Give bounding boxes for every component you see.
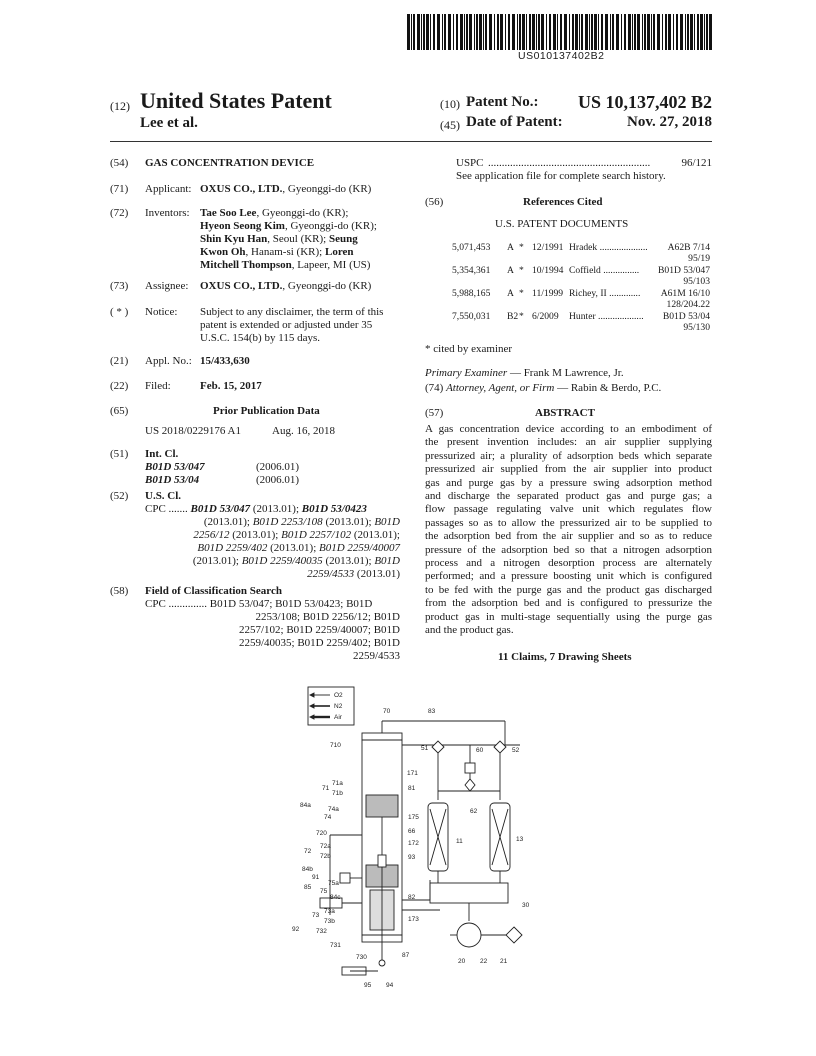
barcode-bar [489, 14, 492, 50]
barcode-bar [647, 14, 650, 50]
reference-numeral: 172 [408, 840, 419, 847]
barcode-bar [676, 14, 678, 50]
reference-numeral: 73 [312, 912, 320, 919]
notice-code: ( * ) [110, 306, 129, 318]
barcode-bar [598, 14, 599, 50]
applicant: OXUS CO., LTD., Gyeonggi-do (KR) [200, 183, 372, 195]
reference-numeral: 11 [456, 838, 463, 845]
barcode-bar [553, 14, 556, 50]
barcode-bar [532, 14, 535, 50]
header-rule [110, 141, 712, 142]
reference-numeral: 92 [292, 926, 300, 933]
prior-publication-number: US 2018/0229176 A1 [145, 425, 241, 437]
reference-numeral: 62 [470, 808, 478, 815]
barcode-bar [668, 14, 671, 50]
reference-numeral: 13 [516, 836, 524, 843]
title-of-invention: GAS CONCENTRATION DEVICE [145, 157, 315, 169]
reference-numeral: 73b [324, 918, 335, 925]
barcode-bar [575, 14, 578, 50]
barcode-bar [680, 14, 683, 50]
reference-numeral: 60 [476, 747, 484, 754]
field-73-code: (73) [110, 280, 129, 292]
barcode-bar [612, 14, 614, 50]
legend-label: O2 [334, 692, 343, 699]
reference-numeral: 22 [480, 958, 488, 965]
barcode-bar [634, 14, 636, 50]
barcode-bar [522, 14, 525, 50]
barcode-bar [616, 14, 619, 50]
barcode-bar [704, 14, 705, 50]
barcode-bar [538, 14, 540, 50]
barcode-bar [466, 14, 468, 50]
reference-numeral: 51 [421, 745, 429, 752]
barcode-bar [512, 14, 515, 50]
int-cl-2-date: (2006.01) [256, 474, 300, 486]
notice-text: Subject to any disclaimer, the term of this patent is extended or adjusted under 35 U.S.C. 154(b) by 115 days. [200, 306, 384, 344]
us-patent-documents-heading: U.S. PATENT DOCUMENTS [495, 218, 629, 230]
us-cl-heading: U.S. Cl. [145, 490, 182, 502]
barcode-bar [624, 14, 626, 50]
reference-numeral: 71a [332, 780, 343, 787]
barcode-bar [460, 14, 463, 50]
reference-numeral: 74a [328, 806, 339, 813]
barcode-bar [469, 14, 472, 50]
field-57-code: (57) [425, 407, 444, 419]
field-search-heading: Field of Classification Search [145, 585, 282, 597]
reference-numeral: 74 [324, 814, 332, 821]
int-cl-1: B01D 53/047 [145, 461, 205, 473]
reference-numeral: 70 [383, 708, 391, 715]
barcode-bar [453, 14, 454, 50]
header-title: United States Patent [140, 88, 332, 113]
reference-numeral: 66 [408, 828, 416, 835]
barcode-bar [413, 14, 415, 50]
assignee-label: Assignee: [145, 280, 189, 292]
barcode-bar [505, 14, 506, 50]
reference-numeral: 82 [408, 894, 416, 901]
barcode-bar [585, 14, 588, 50]
barcode-bar [546, 14, 547, 50]
int-cl-1-date: (2006.01) [256, 461, 300, 473]
patent-no-label: Patent No.: [466, 94, 539, 110]
representative-drawing [290, 685, 580, 990]
barcode-bar [526, 14, 527, 50]
inventors: Tae Soo Lee, Gyeonggi-do (KR); Hyeon Seong Kim, Gyeonggi-do (KR); Shin Kyu Han, Seoul (KR); Seung Kwon Oh, Hanam-si (KR); Loren Mitchell Thompson, Lapeer, MI (US) [200, 207, 377, 271]
reference-numeral: 731 [330, 942, 341, 949]
barcode-bar [456, 14, 458, 50]
uspc-dots: ........................................................... [488, 157, 651, 169]
reference-numeral: 73a [324, 908, 335, 915]
reference-numeral: 94 [386, 982, 394, 989]
barcode-bar [662, 14, 663, 50]
reference-numeral: 84b [302, 866, 313, 873]
barcode [407, 14, 713, 50]
air-compressor [457, 923, 481, 947]
reference-numeral: 71b [332, 790, 343, 797]
barcode-bar [601, 14, 603, 50]
reference-numeral: 52 [512, 747, 520, 754]
reference-numeral: 71 [322, 785, 330, 792]
reference-numeral: 75a [328, 880, 339, 887]
reference-numeral: 81 [408, 785, 416, 792]
reference-numeral: 84a [300, 802, 311, 809]
assignee: OXUS CO., LTD., Gyeonggi-do (KR) [200, 280, 372, 292]
reference-numeral: 84c [330, 894, 341, 901]
barcode-bar [651, 14, 652, 50]
cited-by-examiner-note: * cited by examiner [425, 343, 513, 355]
barcode-bar [448, 14, 451, 50]
field-71-code: (71) [110, 183, 129, 195]
barcode-bar [508, 14, 510, 50]
abstract-heading: ABSTRACT [535, 407, 595, 419]
reference-numeral: 75 [320, 888, 328, 895]
legend-label: N2 [334, 703, 343, 710]
barcode-bar [541, 14, 544, 50]
barcode-bar [476, 14, 478, 50]
field-54-code: (54) [110, 157, 129, 169]
barcode-bar [464, 14, 465, 50]
legend-label: Air [334, 714, 342, 721]
barcode-bar [549, 14, 551, 50]
reference-numeral: 720 [316, 830, 327, 837]
reference-numeral: 710 [330, 742, 341, 749]
barcode-bar [485, 14, 487, 50]
barcode-bar [581, 14, 583, 50]
barcode-bar [557, 14, 558, 50]
barcode-bar [687, 14, 689, 50]
field-56-code: (56) [425, 196, 444, 208]
barcode-bar [694, 14, 695, 50]
barcode-bar [407, 14, 410, 50]
int-cl-heading: Int. Cl. [145, 448, 179, 460]
barcode-bar [644, 14, 646, 50]
barcode-bar [479, 14, 482, 50]
uspc-label: USPC [456, 157, 484, 169]
barcode-bar [579, 14, 580, 50]
barcode-bar [632, 14, 633, 50]
reference-numeral: 30 [522, 902, 530, 909]
field-51-code: (51) [110, 448, 129, 460]
barcode-bar [560, 14, 562, 50]
reference-numeral: 95 [364, 982, 372, 989]
reference-numeral: 21 [500, 958, 508, 965]
barcode-bar [621, 14, 622, 50]
field-52-code: (52) [110, 490, 129, 502]
header-code-10: (10) [440, 97, 460, 111]
barcode-bar [697, 14, 699, 50]
header-code-12: (12) [110, 99, 130, 113]
field-58-code: (58) [110, 585, 129, 597]
primary-examiner: Primary Examiner — Frank M Lawrence, Jr. [425, 367, 624, 379]
barcode-bar [500, 14, 503, 50]
barcode-bar [706, 14, 708, 50]
barcode-bar [474, 14, 475, 50]
barcode-bar [430, 14, 431, 50]
reference-numeral: 91 [312, 874, 320, 881]
barcode-bar [628, 14, 631, 50]
field-72-code: (72) [110, 207, 129, 219]
barcode-bar [442, 14, 443, 50]
barcode-bar [673, 14, 674, 50]
barcode-bar [536, 14, 537, 50]
barcode-bar [417, 14, 420, 50]
barcode-bar [444, 14, 446, 50]
uspc-value: 96/121 [681, 157, 712, 169]
header-inventor-short: Lee et al. [140, 115, 198, 131]
barcode-bar [411, 14, 412, 50]
references-cited-heading: References Cited [523, 196, 603, 208]
barcode-bar [529, 14, 531, 50]
inventors-label: Inventors: [145, 207, 190, 219]
field-65-code: (65) [110, 405, 129, 417]
barcode-bar [483, 14, 484, 50]
barcode-bar [421, 14, 422, 50]
claims-sheets: 11 Claims, 7 Drawing Sheets [498, 651, 632, 663]
barcode-number: US010137402B2 [518, 50, 605, 62]
barcode-bar [605, 14, 608, 50]
reference-numeral: 72b [320, 853, 331, 860]
barcode-graphic [407, 14, 713, 50]
flow-valve-unit [430, 883, 508, 903]
field-22-code: (22) [110, 380, 129, 392]
field-search-text: CPC .............. B01D 53/047; B01D 53/0423; B01D 2253/108; B01D 2256/12; B01D 2257/102; B01D 2259/40007; B01D 2259/40035; B01D 2259/402; B01D 2259/4533 [145, 598, 400, 662]
header-code-45: (45) [440, 118, 460, 132]
barcode-bar [572, 14, 574, 50]
appl-no-label: Appl. No.: [145, 355, 192, 367]
search-history-note: See application file for complete search history. [456, 170, 666, 182]
date-label: Date of Patent: [466, 114, 563, 130]
barcode-bar [642, 14, 643, 50]
barcode-bar [709, 14, 712, 50]
barcode-bar [437, 14, 440, 50]
barcode-bar [657, 14, 660, 50]
barcode-bar [494, 14, 495, 50]
us-cl-text: CPC ....... B01D 53/047 (2013.01); B01D 53/0423 (2013.01); B01D 2253/108 (2013.01); B01D 2256/12 (2013.01); B01D 2257/102 (2013.01); B01D 2259/402 (2013.01); B01D 2259/40007 (2013.01); B01D 2259/40035 (2013.01); B01D 2259/4533 (2013.01) [145, 503, 400, 580]
reference-numeral: 732 [316, 928, 327, 935]
reference-numeral: 85 [304, 884, 312, 891]
abstract-text: A gas concentration device according to an embodiment of the present invention includes: an air supplier supplying pressurized air; a plurality of adsorption beds which separate pressurized air supplied from the air supplier into product gas and purge gas by a pressure swing adsorption method and discharge the separated product gas and purge gas; a flow passage regulating valve unit which regulates flow passages so as to allow the pressurized air to be supplied to the adsorption bed from the air supplier and so as to reduce pressure of the adsorption bed so that a nitrogen adsorption process and a nitrogen desorption process are alternately performed; and a pressure boosting unit which is configured to be fed with the purge gas and the product gas discharged from the adsorption bed and is configured to pressurize the product gas in multi-stage sequentially using the purge gas and the product gas. [425, 423, 712, 637]
barcode-bar [685, 14, 686, 50]
reference-numeral: 72 [304, 848, 312, 855]
prior-publication-date: Aug. 16, 2018 [272, 425, 335, 437]
barcode-bar [517, 14, 518, 50]
barcode-bar [700, 14, 703, 50]
notice-label: Notice: [145, 306, 178, 318]
barcode-bar [426, 14, 429, 50]
reference-numeral: 72a [320, 843, 331, 850]
barcode-bar [569, 14, 570, 50]
applicant-label: Applicant: [145, 183, 192, 195]
filed-date: Feb. 15, 2017 [200, 380, 262, 392]
reference-numeral: 93 [408, 854, 416, 861]
barcode-bar [433, 14, 435, 50]
barcode-bar [653, 14, 655, 50]
barcode-bar [519, 14, 521, 50]
filed-label: Filed: [145, 380, 171, 392]
reference-numeral: 730 [356, 954, 367, 961]
prior-publication-heading: Prior Publication Data [213, 405, 320, 417]
barcode-bar [564, 14, 567, 50]
int-cl-2: B01D 53/04 [145, 474, 200, 486]
reference-numeral: 83 [428, 708, 436, 715]
barcode-bar [690, 14, 693, 50]
reference-numeral: 173 [408, 916, 419, 923]
reference-numeral: 171 [407, 770, 418, 777]
reference-numeral: 20 [458, 958, 466, 965]
barcode-bar [637, 14, 640, 50]
appl-no: 15/433,630 [200, 355, 250, 367]
barcode-bar [423, 14, 425, 50]
barcode-bar [610, 14, 611, 50]
barcode-bar [594, 14, 597, 50]
patent-no: US 10,137,402 B2 [577, 92, 712, 112]
reference-numeral: 87 [402, 952, 410, 959]
barcode-bar [591, 14, 593, 50]
barcode-bar [497, 14, 499, 50]
field-21-code: (21) [110, 355, 129, 367]
barcode-bar [665, 14, 667, 50]
barcode-bar [589, 14, 590, 50]
attorney: (74) Attorney, Agent, or Firm — Rabin & Berdo, P.C. [425, 382, 662, 394]
reference-numeral: 175 [408, 814, 419, 821]
patent-date: Nov. 27, 2018 [626, 114, 712, 130]
